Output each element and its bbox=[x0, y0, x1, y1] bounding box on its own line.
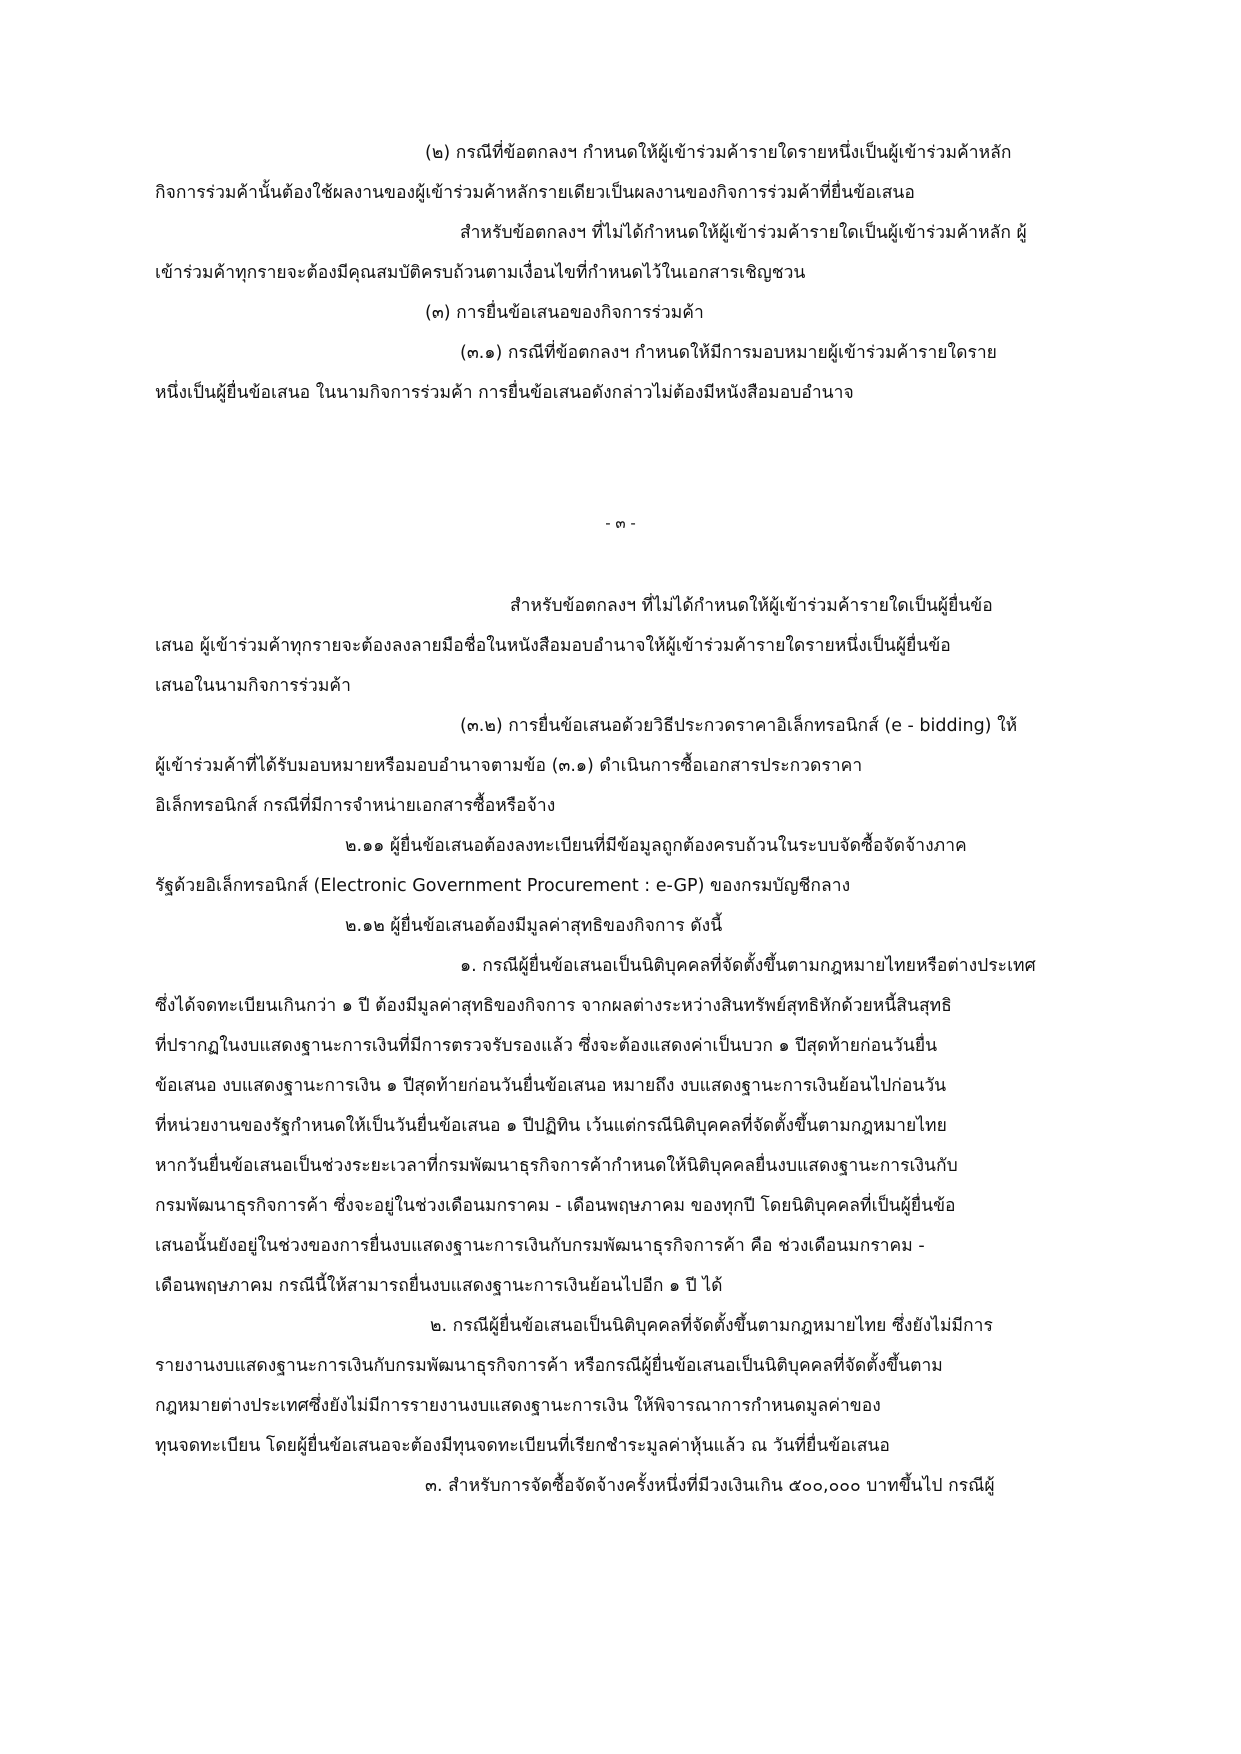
paragraph-line: เดือนพฤษภาคม กรณีนี้ให้สามารถยื่นงบแสดงฐานะการเงินย้อนไปอีก ๑ ปี ได้ bbox=[155, 1276, 723, 1296]
paragraph-line: รายงานงบแสดงฐานะการเงินกับกรมพัฒนาธุรกิจการค้า หรือกรณีผู้ยื่นข้อเสนอเป็นนิติบุคคลที่จัดตั้งขึ้นตาม bbox=[155, 1356, 943, 1376]
paragraph-line: ผู้เข้าร่วมค้าที่ได้รับมอบหมายหรือมอบอำนาจตามข้อ (๓.๑) ดำเนินการซื้อเอกสารประกวดราคา bbox=[155, 756, 863, 776]
paragraph-line: ทุนจดทะเบียน โดยผู้ยื่นข้อเสนอจะต้องมีทุนจดทะเบียนที่เรียกชำระมูลค่าหุ้นแล้ว ณ วันที่ยื่นข้อเสนอ bbox=[155, 1436, 890, 1456]
paragraph-line: ๓. สำหรับการจัดซื้อจัดจ้างครั้งหนึ่งที่มีวงเงินเกิน ๕๐๐,๐๐๐ บาทขึ้นไป กรณีผู้ bbox=[425, 1476, 995, 1496]
paragraph-line: กฎหมายต่างประเทศซึ่งยังไม่มีการรายงานงบแสดงฐานะการเงิน ให้พิจารณาการกำหนดมูลค่าของ bbox=[155, 1396, 881, 1416]
paragraph-line: ซึ่งได้จดทะเบียนเกินกว่า ๑ ปี ต้องมีมูลค่าสุทธิของกิจการ จากผลต่างระหว่างสินทรัพย์สุทธิหักด้วยหนี้สินสุทธิ bbox=[155, 996, 952, 1016]
paragraph-line: ๑. กรณีผู้ยื่นข้อเสนอเป็นนิติบุคคลที่จัดตั้งขึ้นตามกฎหมายไทยหรือต่างประเทศ bbox=[460, 956, 1036, 976]
paragraph-line: ๒.๑๒ ผู้ยื่นข้อเสนอต้องมีมูลค่าสุทธิของกิจการ ดังนี้ bbox=[345, 916, 723, 936]
paragraph-line: ๒. กรณีผู้ยื่นข้อเสนอเป็นนิติบุคคลที่จัดตั้งขึ้นตามกฎหมายไทย ซึ่งยังไม่มีการ bbox=[430, 1316, 993, 1336]
paragraph-line: กิจการร่วมค้านั้นต้องใช้ผลงานของผู้เข้าร่วมค้าหลักรายเดียวเป็นผลงานของกิจการร่วมค้าที่ยื่นข้อเสนอ bbox=[155, 183, 915, 203]
paragraph-line: ที่ปรากฏในงบแสดงฐานะการเงินที่มีการตรวจรับรองแล้ว ซึ่งจะต้องแสดงค่าเป็นบวก ๑ ปีสุดท้ายก่อนวันยื่น bbox=[155, 1036, 938, 1056]
paragraph-line: หากวันยื่นข้อเสนอเป็นช่วงระยะเวลาที่กรมพัฒนาธุรกิจการค้ากำหนดให้นิติบุคคลยื่นงบแสดงฐานะการเงินกับ bbox=[155, 1156, 958, 1176]
paragraph-line: สำหรับข้อตกลงฯ ที่ไม่ได้กำหนดให้ผู้เข้าร่วมค้ารายใดเป็นผู้เข้าร่วมค้าหลัก ผู้ bbox=[460, 223, 1027, 243]
paragraph-line: เข้าร่วมค้าทุกรายจะต้องมีคุณสมบัติครบถ้วนตามเงื่อนไขที่กำหนดไว้ในเอกสารเชิญชวน bbox=[155, 263, 806, 283]
paragraph-line: เสนอ ผู้เข้าร่วมค้าทุกรายจะต้องลงลายมือชื่อในหนังสือมอบอำนาจให้ผู้เข้าร่วมค้ารายใดรายหนึ่งเป็นผู้ยื่นข้อ bbox=[155, 636, 951, 656]
paragraph-line: เสนอในนามกิจการร่วมค้า bbox=[155, 676, 351, 696]
paragraph-line: กรมพัฒนาธุรกิจการค้า ซึ่งจะอยู่ในช่วงเดือนมกราคม - เดือนพฤษภาคม ของทุกปี โดยนิติบุคคลที่เป็นผู้ยื่นข้อ bbox=[155, 1196, 956, 1216]
paragraph-line: สำหรับข้อตกลงฯ ที่ไม่ได้กำหนดให้ผู้เข้าร่วมค้ารายใดเป็นผู้ยื่นข้อ bbox=[510, 596, 993, 616]
paragraph-line: (๓.๑) กรณีที่ข้อตกลงฯ กำหนดให้มีการมอบหมายผู้เข้าร่วมค้ารายใดราย bbox=[460, 343, 997, 363]
paragraph-line: ๒.๑๑ ผู้ยื่นข้อเสนอต้องลงทะเบียนที่มีข้อมูลถูกต้องครบถ้วนในระบบจัดซื้อจัดจ้างภาค bbox=[345, 836, 967, 856]
paragraph-line: รัฐด้วยอิเล็กทรอนิกส์ (Electronic Government Procurement : e-GP) ของกรมบัญชีกลาง bbox=[155, 876, 851, 896]
page-number: - ๓ - bbox=[605, 514, 636, 532]
paragraph-line: ข้อเสนอ งบแสดงฐานะการเงิน ๑ ปีสุดท้ายก่อนวันยื่นข้อเสนอ หมายถึง งบแสดงฐานะการเงินย้อนไปก่อนวัน bbox=[155, 1076, 947, 1096]
paragraph-line: เสนอนั้นยังอยู่ในช่วงของการยื่นงบแสดงฐานะการเงินกับกรมพัฒนาธุรกิจการค้า คือ ช่วงเดือนมกราคม - bbox=[155, 1236, 925, 1256]
paragraph-line: (๓) การยื่นข้อเสนอของกิจการร่วมค้า bbox=[425, 303, 704, 323]
paragraph-line: ที่หน่วยงานของรัฐกำหนดให้เป็นวันยื่นข้อเสนอ ๑ ปีปฏิทิน เว้นแต่กรณีนิติบุคคลที่จัดตั้งขึ้นตามกฎหมายไทย bbox=[155, 1116, 947, 1136]
paragraph-line: หนึ่งเป็นผู้ยื่นข้อเสนอ ในนามกิจการร่วมค้า การยื่นข้อเสนอดังกล่าวไม่ต้องมีหนังสือมอบอำนาจ bbox=[155, 383, 854, 403]
paragraph-line: (๒) กรณีที่ข้อตกลงฯ กำหนดให้ผู้เข้าร่วมค้ารายใดรายหนึ่งเป็นผู้เข้าร่วมค้าหลัก bbox=[425, 143, 1012, 163]
paragraph-line: (๓.๒) การยื่นข้อเสนอด้วยวิธีประกวดราคาอิเล็กทรอนิกส์ (e - bidding) ให้ bbox=[460, 716, 1018, 736]
paragraph-line: อิเล็กทรอนิกส์ กรณีที่มีการจำหน่ายเอกสารซื้อหรือจ้าง bbox=[155, 796, 556, 816]
